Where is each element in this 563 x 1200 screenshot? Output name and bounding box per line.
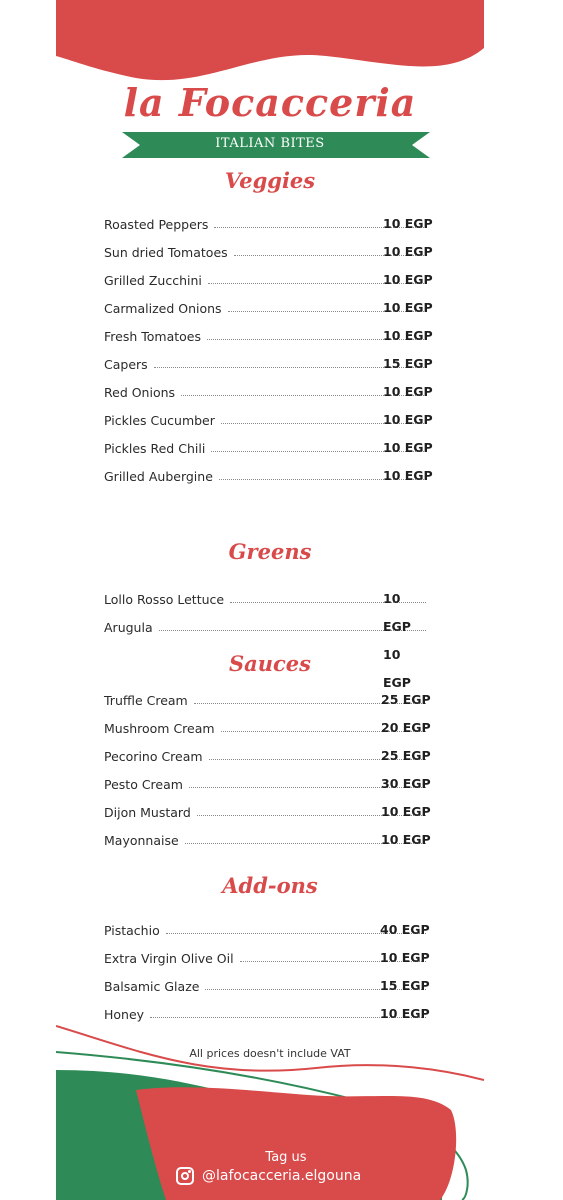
section-title-greens: Greens: [228, 539, 312, 564]
menu-item: Roasted Peppers: [104, 212, 430, 232]
section-title-veggies: Veggies: [224, 168, 316, 193]
menu-page: [56, 0, 484, 1200]
item-price: 10: [383, 591, 401, 606]
menu-item: Sun dried Tomatoes: [104, 240, 430, 260]
item-price: 25 EGP: [381, 748, 431, 763]
menu-item: Lollo Rosso Lettuce: [104, 587, 430, 607]
menu-item: Honey: [104, 1002, 430, 1022]
vat-note: All prices doesn't include VAT: [189, 1047, 351, 1060]
item-price: EGP: [383, 619, 411, 634]
item-price: 10 EGP: [380, 1006, 430, 1021]
menu-item: Pesto Cream: [104, 772, 430, 792]
item-price: 10 EGP: [383, 412, 433, 427]
menu-item: Extra Virgin Olive Oil: [104, 946, 430, 966]
item-price: 30 EGP: [381, 776, 431, 791]
social-handle[interactable]: [176, 1167, 361, 1185]
item-price: 10 EGP: [383, 272, 433, 287]
item-price: 10 EGP: [383, 468, 433, 483]
menu-item: Arugula: [104, 615, 430, 635]
instagram-icon: [176, 1167, 194, 1185]
menu-item: Mushroom Cream: [104, 716, 430, 736]
overflow-price: EGP: [383, 675, 411, 690]
section-title-addons: Add-ons: [222, 873, 318, 898]
item-price: 10 EGP: [380, 950, 430, 965]
item-price: 10 EGP: [383, 300, 433, 315]
menu-item: Grilled Aubergine: [104, 464, 430, 484]
item-price: 40 EGP: [380, 922, 430, 937]
menu-item: Grilled Zucchini: [104, 268, 430, 288]
item-price: 10 EGP: [383, 244, 433, 259]
item-price: 10 EGP: [381, 832, 431, 847]
menu-item: Dijon Mustard: [104, 800, 430, 820]
tag-us-label: Tag us: [265, 1150, 307, 1165]
menu-item: Mayonnaise: [104, 828, 430, 848]
menu-item: Capers: [104, 352, 430, 372]
item-price: 15 EGP: [380, 978, 430, 993]
instagram-handle[interactable]: @lafocacceria.elgouna: [202, 1168, 362, 1184]
menu-item: Pecorino Cream: [104, 744, 430, 764]
item-price: 10 EGP: [381, 804, 431, 819]
item-price: 10 EGP: [383, 384, 433, 399]
item-price: 10 EGP: [383, 440, 433, 455]
menu-item: Pickles Red Chili: [104, 436, 430, 456]
overflow-price: 10: [383, 647, 401, 662]
item-price: 15 EGP: [383, 356, 433, 371]
tagline: ITALIAN BITES: [215, 136, 325, 151]
brand-title: la Focacceria: [123, 80, 417, 125]
menu-item: Pistachio: [104, 918, 430, 938]
section-title-sauces: Sauces: [228, 651, 311, 676]
menu-item: Red Onions: [104, 380, 430, 400]
item-price: 20 EGP: [381, 720, 431, 735]
item-price: 25 EGP: [381, 692, 431, 707]
menu-item: Balsamic Glaze: [104, 974, 430, 994]
item-price: 10 EGP: [383, 216, 433, 231]
menu-item: Carmalized Onions: [104, 296, 430, 316]
menu-item: Truffle Cream: [104, 688, 430, 708]
menu-item: Pickles Cucumber: [104, 408, 430, 428]
menu-item: Fresh Tomatoes: [104, 324, 430, 344]
item-price: 10 EGP: [383, 328, 433, 343]
